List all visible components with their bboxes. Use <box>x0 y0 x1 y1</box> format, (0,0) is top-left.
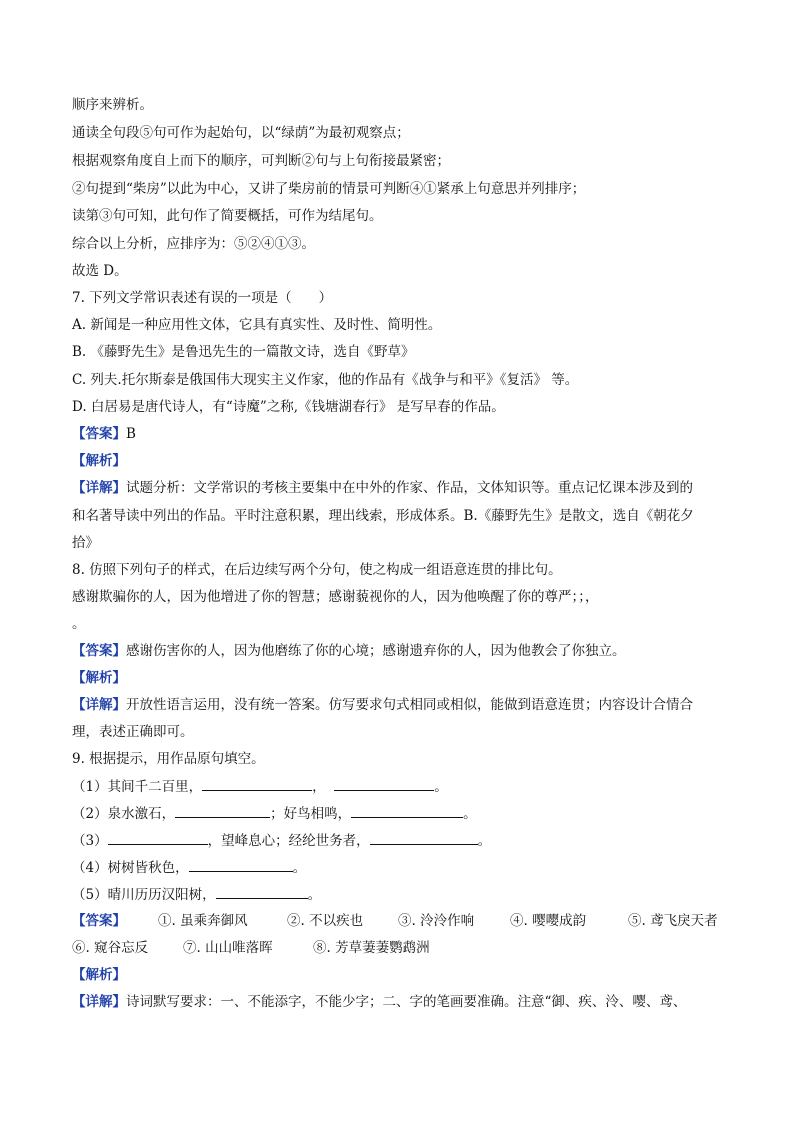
item-text: ，望峰息心；经纶世务者， <box>207 833 370 849</box>
item-text: 。 <box>477 833 492 849</box>
item-text: （2）泉水激石， <box>72 806 176 822</box>
item-text: 。 <box>434 779 448 795</box>
fill-blank[interactable] <box>108 831 208 845</box>
q9-item-5 <box>72 885 321 904</box>
q7-option-c: C. 列夫.托尔斯泰是俄国伟大现实主义作家，他的作品有《战争与和平》《复活》 等。 <box>72 372 579 388</box>
fill-blank[interactable] <box>189 858 293 872</box>
detail-text: 开放性语言运用，没有统一答案。仿写要求句式相同或相似，能做到语意连贯；内容设计合情合 <box>126 697 693 713</box>
detail-tag: 【详解】 <box>72 480 126 496</box>
item-text: （5）晴川历历汉阳树， <box>72 887 216 903</box>
q8-example: 感谢欺骗你的人，因为他增进了你的智慧；感谢藐视你的人，因为他唤醒了你的尊严；；， <box>72 589 599 605</box>
q7-answer <box>72 425 136 443</box>
detail-text: 试题分析：文学常识的考核主要集中在中外的作家、作品，文体知识等。重点记忆课本涉及到的 <box>126 480 693 496</box>
q7-option-b: B. 《藤野先生》是鲁迅先生的一篇散文诗，选自《野草》 <box>72 344 415 360</box>
q9-answer-2: ②. 不以疾也 <box>287 913 364 929</box>
q9-answer-tag <box>72 912 126 930</box>
q8-detail-line: 理，表述正确即可。 <box>72 724 194 740</box>
item-text: 。 <box>307 887 322 903</box>
analysis-line: 综合以上分析，应排序为：⑤②④①③。 <box>72 236 315 252</box>
q9-stem: 9. 根据提示，用作品原句填空。 <box>72 751 265 767</box>
answer-text: B <box>126 426 136 442</box>
fill-blank[interactable] <box>175 804 270 818</box>
q9-answer-8: ⑧. 芳草萋萋鹦鹉洲 <box>313 940 430 956</box>
conclusion-line: 故选 D。 <box>72 263 128 279</box>
item-text: ， <box>312 779 326 795</box>
q9-answer-3: ③. 泠泠作响 <box>398 913 475 929</box>
answer-tag: 【答案】 <box>72 913 126 929</box>
q9-item-3 <box>72 831 491 850</box>
q8-tail: 。 <box>72 616 86 632</box>
fill-blank[interactable] <box>216 885 308 899</box>
analysis-tag: 【解析】 <box>72 670 126 686</box>
detail-tag: 【详解】 <box>72 697 126 713</box>
analysis-tag: 【解析】 <box>72 453 126 469</box>
analysis-line: 根据观察角度自上而下的顺序，可判断②句与上句衔接最紧密； <box>72 153 450 169</box>
q7-detail <box>72 479 693 497</box>
analysis-line: ②句提到“柴房”以此为中心，又讲了柴房前的情景可判断④①紧承上句意思并列排序； <box>72 181 586 197</box>
analysis-line: 顺序来辨析。 <box>72 97 153 113</box>
fill-blank[interactable] <box>351 804 463 818</box>
q8-detail <box>72 696 693 714</box>
detail-text: 诗词默写要求：一、不能添字，不能少字；二、字的笔画要准确。注意“御、疾、泠、嘤、鸢、 <box>126 994 687 1010</box>
item-text: （3） <box>72 833 108 849</box>
q7-option-d: D. 白居易是唐代诗人，有“诗魔”之称,《钱塘湖春行》 是写早春的作品。 <box>72 399 505 415</box>
q7-option-a: A. 新闻是一种应用性文体，它具有真实性、及时性、简明性。 <box>72 317 442 333</box>
analysis-line: 读第③句可知，此句作了简要概括，可作为结尾句。 <box>72 208 383 224</box>
fill-blank[interactable] <box>370 831 478 845</box>
q8-analysis-tag <box>72 669 126 687</box>
q9-answer-5: ⑤. 鸢飞戾天者 <box>628 913 718 929</box>
item-text: （1）其间千二百里， <box>72 779 203 795</box>
q9-item-2 <box>72 804 477 823</box>
fill-blank[interactable] <box>334 777 434 791</box>
q9-item-4 <box>72 858 306 877</box>
item-text: 。 <box>463 806 477 822</box>
q7-detail-line: 拾》 <box>72 535 99 551</box>
answer-tag: 【答案】 <box>72 426 126 442</box>
q9-detail <box>72 993 686 1011</box>
q7-stem: 7. 下列文学常识表述有误的一项是（ ） <box>72 290 333 306</box>
item-text: 。 <box>292 860 307 876</box>
q9-answer-6: ⑥. 窥谷忘反 <box>72 940 149 956</box>
q8-stem: 8. 仿照下列句子的样式，在后边续写两个分句，使之构成一组语意连贯的排比句。 <box>72 562 562 578</box>
q9-answer-4: ④. 嘤嘤成韵 <box>510 913 587 929</box>
item-text: ；好鸟相鸣， <box>270 806 352 822</box>
analysis-line: 通读全句段⑤句可作为起始句，以“绿荫”为最初观察点； <box>72 125 410 141</box>
analysis-tag: 【解析】 <box>72 967 126 983</box>
q9-analysis-tag <box>72 966 126 984</box>
q7-detail-line: 和名著导读中列出的作品。平时注意积累，理出线索，形成体系。B.《藤野先生》是散文，选自《朝花夕 <box>72 508 694 524</box>
q9-answer-7: ⑦. 山山唯落晖 <box>183 940 273 956</box>
answer-text: 感谢伤害你的人，因为他磨练了你的心境；感谢遗弃你的人，因为他教会了你独立。 <box>126 643 626 659</box>
item-text: （4）树树皆秋色， <box>72 860 189 876</box>
fill-blank[interactable] <box>202 777 312 791</box>
q7-analysis-tag <box>72 452 126 470</box>
q9-item-1 <box>72 777 448 796</box>
detail-tag: 【详解】 <box>72 994 126 1010</box>
answer-tag: 【答案】 <box>72 643 126 659</box>
q8-answer <box>72 642 626 660</box>
q9-answer-1: ①. 虽乘奔御风 <box>158 913 248 929</box>
